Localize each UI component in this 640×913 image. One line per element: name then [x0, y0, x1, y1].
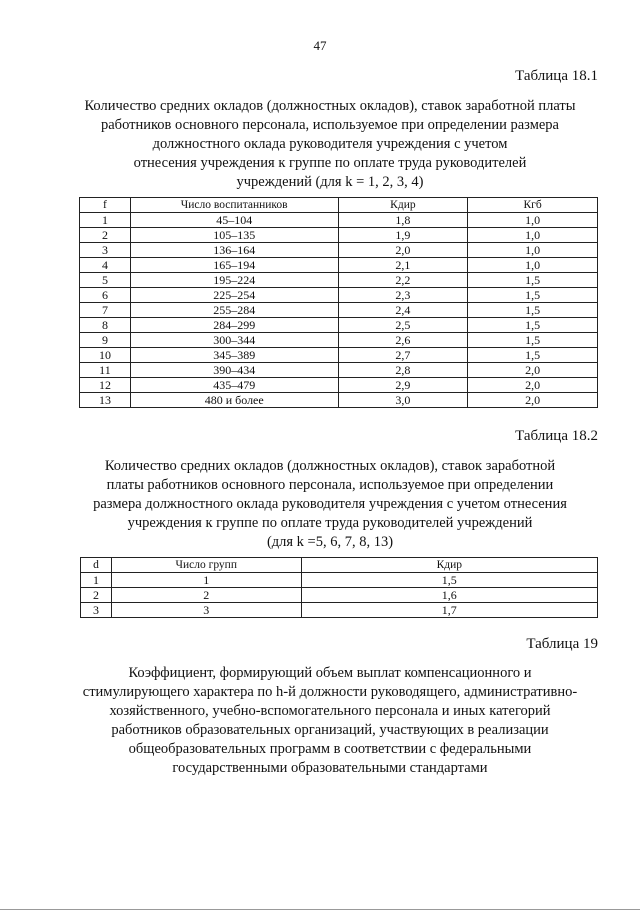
table-header-row — [80, 198, 598, 213]
table-row — [80, 273, 598, 288]
caption-line: работников образовательных организаций, участвующих в реализации — [111, 722, 549, 738]
table-cell: 1,0 — [468, 258, 598, 273]
table-cell: 2,0 — [468, 363, 598, 378]
table-cell: 2,4 — [338, 303, 468, 318]
table-cell: 2,0 — [468, 393, 598, 408]
table-18-1-label: Таблица 18.1 — [515, 68, 598, 84]
table-cell: 5 — [80, 273, 131, 288]
table-18-1 — [79, 197, 598, 408]
page-number: 47 — [313, 38, 327, 53]
table-row — [81, 588, 598, 603]
table-cell: 3 — [81, 603, 112, 618]
caption-line: хозяйственного, учебно-вспомогательного персонала и иных категорий — [109, 703, 551, 719]
caption-line: должностного оклада руководителя учреждения с учетом — [152, 136, 508, 152]
table-cell: 7 — [80, 303, 131, 318]
caption-line: платы работников основного персонала, используемое при определении — [106, 477, 554, 493]
table-cell: 2,1 — [338, 258, 468, 273]
table-row — [80, 243, 598, 258]
table-row — [81, 573, 598, 588]
table-cell: 1,5 — [468, 348, 598, 363]
table-cell: 45–104 — [130, 213, 338, 228]
caption-line: Коэффициент, формирующий объем выплат компенсационного и — [128, 665, 532, 681]
header-cell: Кдир — [301, 558, 597, 573]
table-cell: 2,7 — [338, 348, 468, 363]
table-cell: 284–299 — [130, 318, 338, 333]
header-cell: Кдир — [338, 198, 468, 213]
table-cell: 2,3 — [338, 288, 468, 303]
table-cell: 1 — [80, 213, 131, 228]
table-cell: 1 — [81, 573, 112, 588]
table-cell: 345–389 — [130, 348, 338, 363]
table-18-2 — [80, 557, 598, 618]
table-cell: 2,2 — [338, 273, 468, 288]
table-cell: 3 — [111, 603, 301, 618]
table-header-row — [81, 558, 598, 573]
header-cell: Число воспитанников — [130, 198, 338, 213]
table-row — [80, 258, 598, 273]
header-cell: Кгб — [468, 198, 598, 213]
table-cell: 4 — [80, 258, 131, 273]
table-cell: 2,5 — [338, 318, 468, 333]
table-cell: 12 — [80, 378, 131, 393]
table-cell: 255–284 — [130, 303, 338, 318]
table-cell: 1,6 — [301, 588, 597, 603]
table-19-label: Таблица 19 — [526, 636, 598, 652]
table-cell: 9 — [80, 333, 131, 348]
header-cell: f — [80, 198, 131, 213]
table-cell: 11 — [80, 363, 131, 378]
table-18-2-caption — [55, 457, 605, 552]
table-row — [80, 288, 598, 303]
table-cell: 195–224 — [130, 273, 338, 288]
table-cell: 300–344 — [130, 333, 338, 348]
table-cell: 10 — [80, 348, 131, 363]
table-cell: 2 — [80, 228, 131, 243]
table-cell: 105–135 — [130, 228, 338, 243]
table-cell: 2,9 — [338, 378, 468, 393]
table-cell: 13 — [80, 393, 131, 408]
table-cell: 1,5 — [468, 303, 598, 318]
table-cell: 1,8 — [338, 213, 468, 228]
caption-line: учреждения к группе по оплате труда руководителей учреждений — [127, 515, 533, 531]
table-cell: 1,5 — [468, 288, 598, 303]
table-cell: 1,7 — [301, 603, 597, 618]
caption-line: учреждений (для k = 1, 2, 3, 4) — [236, 174, 424, 190]
table-row — [80, 348, 598, 363]
page-edge-divider — [0, 909, 640, 910]
caption-line: работников основного персонала, используемое при определении размера — [101, 117, 559, 133]
table-cell: 2 — [111, 588, 301, 603]
table-cell: 8 — [80, 318, 131, 333]
header-cell: Число групп — [111, 558, 301, 573]
table-row — [80, 303, 598, 318]
table-18-1-caption — [60, 97, 600, 192]
table-cell: 1,5 — [468, 333, 598, 348]
table-row — [80, 378, 598, 393]
table-cell: 1,5 — [468, 318, 598, 333]
caption-line: Количество средних окладов (должностных окладов), ставок заработной — [104, 458, 556, 474]
table-19-caption — [45, 664, 615, 778]
caption-line: размера должностного оклада руководителя учреждения с учетом отнесения — [93, 496, 567, 512]
table-row — [80, 318, 598, 333]
caption-line: (для k =5, 6, 7, 8, 13) — [266, 534, 394, 550]
table-cell: 2,8 — [338, 363, 468, 378]
header-cell: d — [81, 558, 112, 573]
table-row — [81, 603, 598, 618]
table-row — [80, 228, 598, 243]
table-cell: 6 — [80, 288, 131, 303]
table-cell: 2,0 — [338, 243, 468, 258]
table-cell: 1,9 — [338, 228, 468, 243]
table-cell: 1,0 — [468, 228, 598, 243]
table-cell: 390–434 — [130, 363, 338, 378]
table-row — [80, 393, 598, 408]
caption-line: стимулирующего характера по h-й должности руководящего, административно- — [82, 684, 578, 700]
table-cell: 3,0 — [338, 393, 468, 408]
caption-line: Количество средних окладов (должностных окладов), ставок заработной платы — [84, 98, 576, 114]
table-cell: 2,0 — [468, 378, 598, 393]
table-cell: 1,0 — [468, 213, 598, 228]
table-cell: 165–194 — [130, 258, 338, 273]
table-cell: 3 — [80, 243, 131, 258]
table-cell: 1,0 — [468, 243, 598, 258]
table-cell: 2,6 — [338, 333, 468, 348]
caption-line: государственными образовательными стандартами — [172, 760, 488, 776]
table-row — [80, 333, 598, 348]
table-cell: 1,5 — [301, 573, 597, 588]
caption-line: отнесения учреждения к группе по оплате труда руководителей — [133, 155, 527, 171]
table-cell: 480 и более — [130, 393, 338, 408]
table-cell: 435–479 — [130, 378, 338, 393]
caption-line: общеобразовательных программ в соответствии с федеральными — [128, 741, 532, 757]
table-18-2-label: Таблица 18.2 — [515, 428, 598, 444]
table-cell: 1 — [111, 573, 301, 588]
table-row — [80, 213, 598, 228]
table-cell: 136–164 — [130, 243, 338, 258]
table-row — [80, 363, 598, 378]
table-cell: 1,5 — [468, 273, 598, 288]
table-cell: 2 — [81, 588, 112, 603]
table-cell: 225–254 — [130, 288, 338, 303]
